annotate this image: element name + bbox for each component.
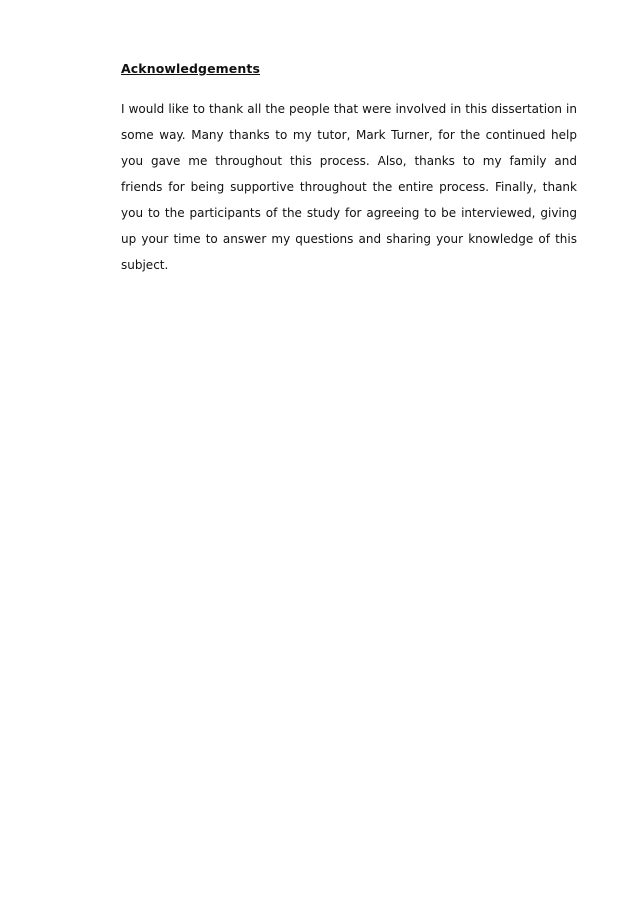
acknowledgements-paragraph: I would like to thank all the people that were involved in this dissertation in some way. Many thanks to my tutor, Mark Turner, for the continued help you gave me throughout this process. Also, thanks to my family and friends for being supportive throughout the entire process. Finally, thank you to the participants of the study for agreeing to be interviewed, giving up your time to answer my questions and sharing your knowledge of this subject. — [121, 102, 577, 272]
page-content — [121, 60, 577, 278]
acknowledgements-heading: Acknowledgements — [121, 61, 260, 76]
